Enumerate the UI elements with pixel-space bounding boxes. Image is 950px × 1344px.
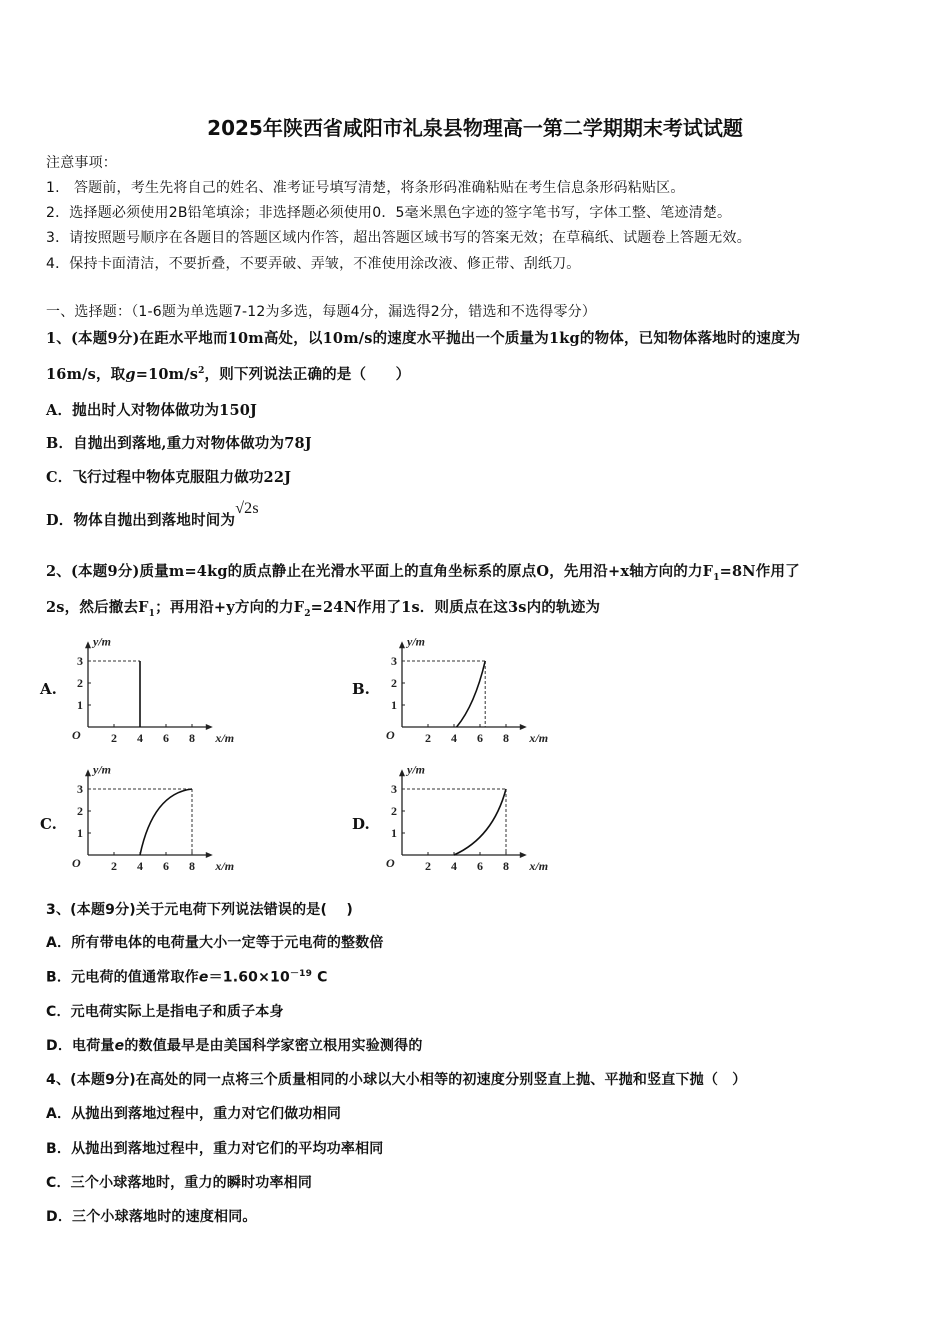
y-tick-label: 3	[77, 782, 83, 796]
q2-sub: 2	[304, 608, 311, 619]
q3-option-a: A．所有带电体的电荷量大小一定等于元电荷的整数倍	[46, 935, 384, 951]
sqrt-2-seconds: √2s	[235, 500, 259, 517]
x-axis-arrow-icon	[206, 852, 213, 858]
x-tick-label: 4	[451, 731, 457, 745]
x-tick-label: 6	[477, 859, 483, 873]
origin-label: O	[386, 728, 395, 742]
q4-option-c: C．三个小球落地时，重力的瞬时功率相同	[46, 1175, 313, 1191]
q2-text: ；再用沿+y方向的力F	[155, 599, 305, 616]
y-tick-label: 1	[77, 698, 83, 712]
q2-option-c-label: C.	[40, 815, 57, 833]
origin-label: O	[386, 856, 395, 870]
y-tick-label: 2	[391, 804, 397, 818]
y-axis-arrow-icon	[399, 769, 405, 776]
q1-option-b: B．自抛出到落地,重力对物体做功为78J	[46, 435, 312, 452]
note-item: 1. 答题前，考生先将自己的姓名、准考证号填写清楚，将条形码准确粘贴在考生信息条形码粘贴区。	[46, 180, 685, 196]
q1-stem-line1: 1、(本题9分)在距水平地而10m高处，以10m/s的速度水平抛出一个质量为1kg的物体，已知物体落地时的速度为	[46, 330, 801, 347]
x-tick-label: 2	[425, 859, 431, 873]
y-tick-label: 1	[391, 826, 397, 840]
y-tick-label: 3	[391, 782, 397, 796]
x-tick-label: 4	[137, 859, 143, 873]
q3-text: ＝1.60×10	[208, 969, 290, 986]
q2-sub: 1	[148, 608, 156, 619]
q1-g: g	[125, 366, 136, 383]
x-tick-label: 8	[503, 859, 509, 873]
y-axis-arrow-icon	[85, 641, 91, 648]
q1-sup: 2	[198, 366, 205, 377]
graph-c	[68, 762, 248, 875]
q2-sub: 1	[713, 572, 720, 583]
q1-option-c: C．飞行过程中物体克服阻力做功22J	[46, 469, 292, 486]
y-tick-label: 1	[391, 698, 397, 712]
q3-e: e	[198, 969, 209, 986]
q1-text: =10m/s	[135, 366, 199, 383]
q2-option-d-label: D.	[352, 815, 370, 833]
x-tick-label: 6	[477, 731, 483, 745]
q3-option-d	[46, 1035, 423, 1055]
q4-stem: 4、(本题9分)在高处的同一点将三个质量相同的小球以大小相等的初速度分别竖直上抛、平抛和竖直下抛（ ）	[46, 1072, 747, 1088]
y-axis-label: y/m	[93, 634, 111, 649]
q1-option-d	[46, 500, 259, 530]
y-tick-label: 1	[77, 826, 83, 840]
x-tick-label: 8	[189, 731, 195, 745]
q3-text: 的数值最早是由美国科学家密立根用实验测得的	[124, 1038, 423, 1054]
q4-option-a: A．从抛出到落地过程中，重力对它们做功相同	[46, 1106, 342, 1122]
x-tick-label: 8	[189, 859, 195, 873]
x-tick-label: 4	[451, 859, 457, 873]
trajectory-curve	[454, 789, 506, 855]
q3-e: e	[114, 1038, 125, 1054]
q1-stem-line2	[46, 363, 410, 384]
x-tick-label: 8	[503, 731, 509, 745]
trajectory-curve	[457, 661, 486, 727]
x-axis-arrow-icon	[520, 724, 527, 730]
x-axis-arrow-icon	[206, 724, 213, 730]
x-axis-label: x/m	[215, 731, 235, 745]
x-axis-label: x/m	[215, 859, 235, 873]
graph-b	[382, 634, 562, 747]
y-tick-label: 2	[77, 676, 83, 690]
y-axis-arrow-icon	[399, 641, 405, 648]
origin-label: O	[72, 728, 81, 742]
q1-text: ，则下列说法正确的是（ ）	[204, 366, 411, 383]
y-axis-label: y/m	[407, 634, 425, 649]
notes-heading: 注意事项：	[46, 155, 117, 171]
q2-option-a-label: A.	[40, 680, 57, 698]
x-tick-label: 2	[111, 859, 117, 873]
q2-option-b-label: B.	[352, 680, 370, 698]
q4-option-d: D．三个小球落地时的速度相同。	[46, 1209, 257, 1225]
y-axis-arrow-icon	[85, 769, 91, 776]
origin-label: O	[72, 856, 81, 870]
x-tick-label: 2	[425, 731, 431, 745]
q2-text: 2s，然后撤去F	[46, 599, 149, 616]
y-tick-label: 3	[77, 654, 83, 668]
note-item: 2．选择题必须使用2B铅笔填涂；非选择题必须使用0．5毫米黑色字迹的签字笔书写，字体工整、笔迹清楚。	[46, 205, 732, 221]
note-item: 4．保持卡面清洁，不要折叠，不要弄破、弄皱，不准使用涂改液、修正带、刮纸刀。	[46, 256, 581, 272]
q2-text: =8N作用了	[719, 563, 800, 580]
q2-text: 2、(本题9分)质量m=4kg的质点静止在光滑水平面上的直角坐标系的原点O，先用沿+x轴方向的力F	[46, 563, 714, 580]
graph-a	[68, 634, 248, 747]
q2-stem-line1	[46, 560, 800, 583]
x-axis-arrow-icon	[520, 852, 527, 858]
x-tick-label: 6	[163, 731, 169, 745]
q2-text: =24N作用了1s．则质点在这3s内的轨迹为	[310, 599, 601, 616]
y-axis-label: y/m	[93, 762, 111, 777]
graph-d	[382, 762, 562, 875]
y-axis-label: y/m	[407, 762, 425, 777]
q4-option-b: B．从抛出到落地过程中，重力对它们的平均功率相同	[46, 1141, 384, 1157]
page-title: 2025年陕西省咸阳市礼泉县物理高一第二学期期末考试试题	[207, 116, 743, 140]
q3-stem: 3、(本题9分)关于元电荷下列说法错误的是( )	[46, 902, 353, 918]
x-tick-label: 6	[163, 859, 169, 873]
q3-text: B．元电荷的值通常取作	[46, 969, 199, 986]
q3-text: C	[312, 969, 328, 986]
q3-sup: －19	[289, 969, 313, 979]
q3-option-c: C．元电荷实际上是指电子和质子本身	[46, 1004, 284, 1020]
section-heading: 一、选择题：（1-6题为单选题7-12为多选，每题4分，漏选得2分，错选和不选得零分）	[46, 304, 597, 320]
trajectory-curve	[140, 789, 192, 855]
q3-option-b	[46, 966, 328, 987]
q1-text: D．物体自抛出到落地时间为	[46, 512, 236, 529]
q2-stem-line2	[46, 596, 600, 619]
q1-text: 16m/s，取	[46, 366, 126, 383]
q1-option-a: A．抛出时人对物体做功为150J	[46, 402, 258, 419]
y-tick-label: 3	[391, 654, 397, 668]
x-tick-label: 4	[137, 731, 143, 745]
x-axis-label: x/m	[529, 859, 549, 873]
x-axis-label: x/m	[529, 731, 549, 745]
y-tick-label: 2	[391, 676, 397, 690]
x-tick-label: 2	[111, 731, 117, 745]
q3-text: D．电荷量	[46, 1038, 115, 1054]
y-tick-label: 2	[77, 804, 83, 818]
note-item: 3．请按照题号顺序在各题目的答题区域内作答，超出答题区域书写的答案无效；在草稿纸、试题卷上答题无效。	[46, 230, 751, 246]
